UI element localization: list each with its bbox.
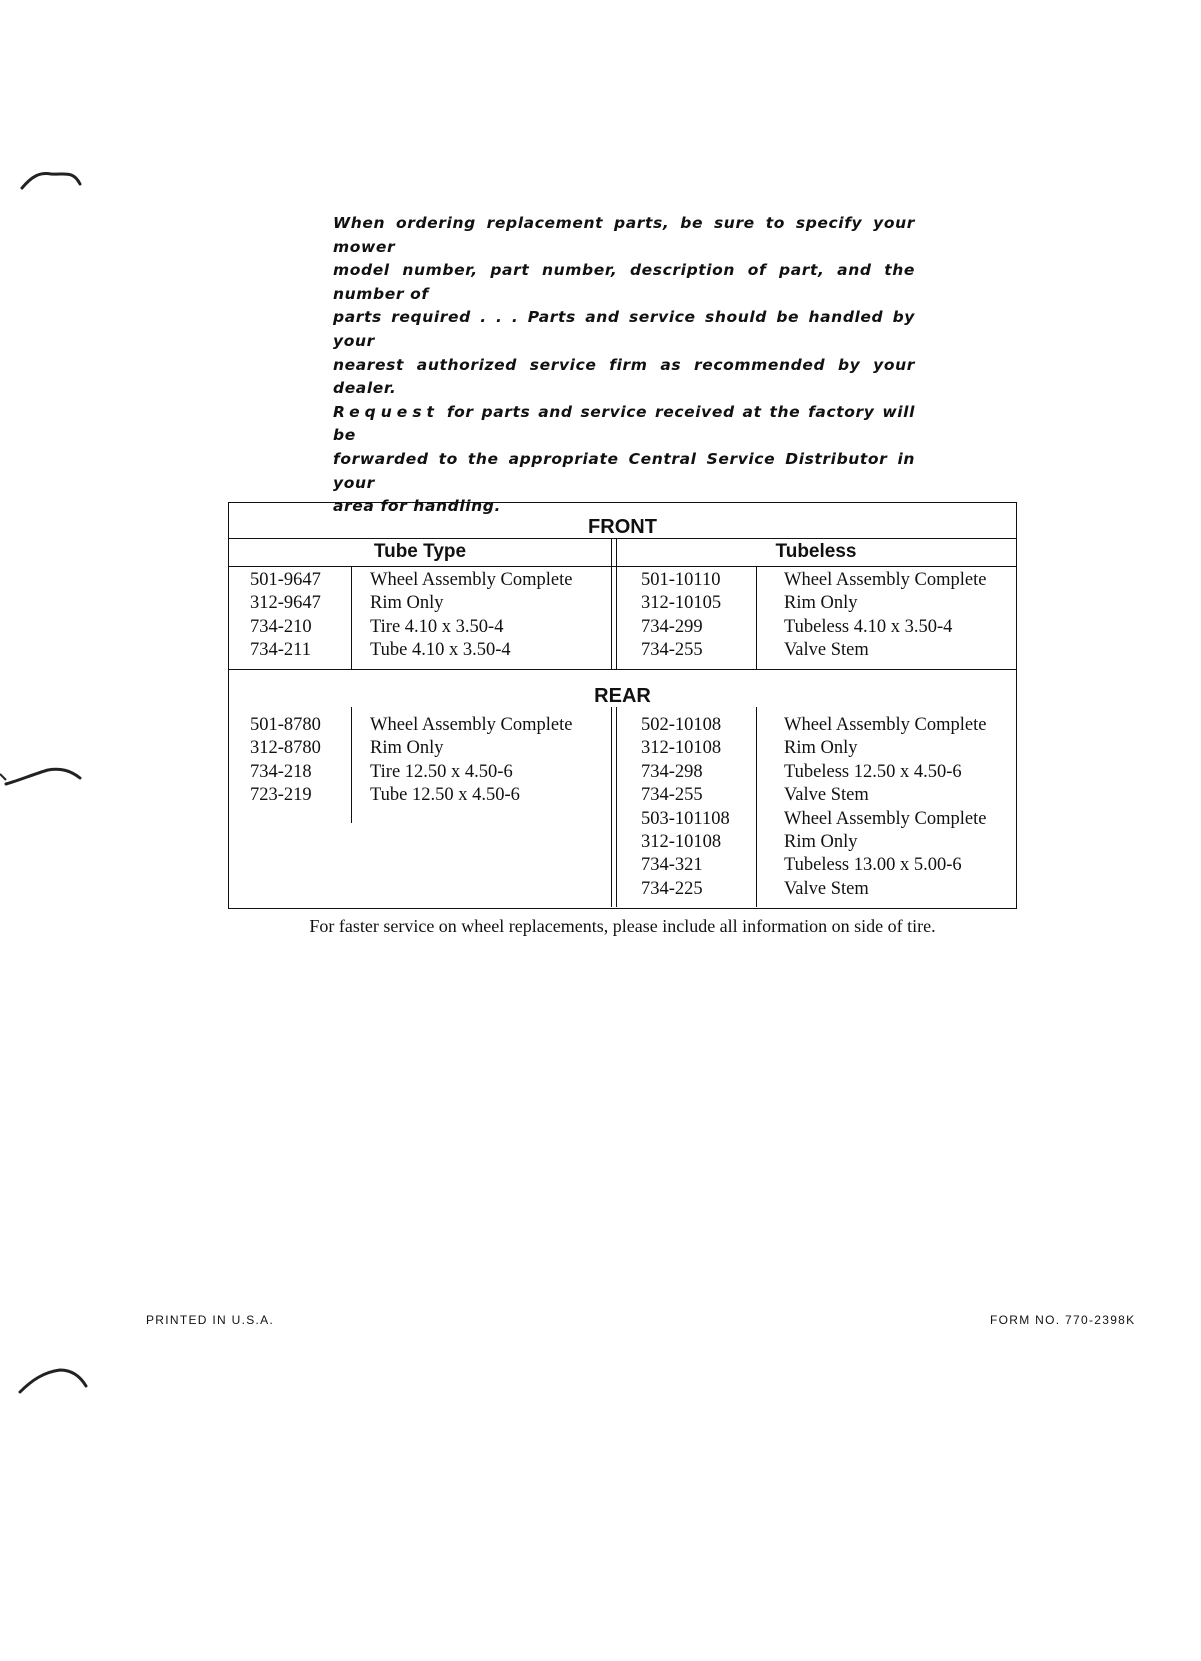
part-number: 734-210 xyxy=(250,616,312,637)
wheel-replacement-note: For faster service on wheel replacements, please include all information on side of tire. xyxy=(309,916,936,936)
table-rule-rear xyxy=(229,669,1016,670)
intro-line-6: forwarded to the appropriate Central Service Distributor in your xyxy=(333,449,915,492)
part-description: Tubeless 4.10 x 3.50-4 xyxy=(784,616,953,637)
part-number: 312-10108 xyxy=(641,738,722,759)
tube-type-header: Tube Type xyxy=(373,541,467,562)
intro-line-5-word: Request xyxy=(333,402,439,421)
table-rule-front-left xyxy=(351,566,352,669)
printed-in-usa: PRINTED IN U.S.A. xyxy=(146,1313,275,1327)
front-section-title: FRONT xyxy=(588,516,657,538)
part-description: Tube 4.10 x 3.50-4 xyxy=(370,640,511,661)
part-number: 723-219 xyxy=(250,785,312,806)
part-description: Tubeless 13.00 x 5.00-6 xyxy=(784,855,962,876)
intro-line-2: model number, part number, description of part, and the number of xyxy=(333,261,915,303)
rear-tube-descriptions xyxy=(370,714,572,808)
wheel-parts-table xyxy=(228,502,1017,909)
binder-hole-mark-middle xyxy=(0,760,90,800)
table-rule-rear-left xyxy=(351,707,352,823)
part-description: Wheel Assembly Complete xyxy=(370,715,573,735)
part-description: Tire 12.50 x 4.50-6 xyxy=(370,761,513,782)
table-divider-rear xyxy=(611,707,617,907)
part-description: Tube 12.50 x 4.50-6 xyxy=(370,785,520,806)
part-description: Valve Stem xyxy=(784,878,869,899)
part-number: 312-10108 xyxy=(641,831,722,852)
part-number: 734-218 xyxy=(250,761,312,782)
part-description: Valve Stem xyxy=(784,640,869,661)
table-rule-front-columns xyxy=(229,566,1016,567)
part-number: 734-299 xyxy=(641,616,703,637)
part-description: Rim Only xyxy=(784,738,858,759)
rear-tubeless-part-numbers xyxy=(641,714,730,901)
part-number: 502-10108 xyxy=(641,715,722,735)
part-number: 501-8780 xyxy=(250,715,321,735)
part-number: 734-298 xyxy=(641,761,703,782)
part-description: Valve Stem xyxy=(784,785,869,806)
part-number: 501-10110 xyxy=(641,570,721,590)
table-rule-rear-right xyxy=(756,707,757,907)
part-description: Wheel Assembly Complete xyxy=(370,570,573,590)
form-number: FORM NO. 770-2398K xyxy=(990,1313,1136,1327)
part-description: Rim Only xyxy=(784,831,858,852)
intro-line-1: When ordering replacement parts, be sure to specify your mower xyxy=(333,214,915,256)
part-number: 734-225 xyxy=(641,878,703,899)
front-tubeless-part-numbers xyxy=(641,569,721,663)
front-tubeless-descriptions xyxy=(784,569,986,663)
rear-section-title: REAR xyxy=(594,685,651,707)
rear-tube-part-numbers xyxy=(250,714,321,808)
part-description: Rim Only xyxy=(784,593,858,614)
front-tube-part-numbers xyxy=(250,569,321,663)
tubeless-header: Tubeless xyxy=(775,541,857,562)
part-description: Wheel Assembly Complete xyxy=(784,808,987,829)
part-description: Rim Only xyxy=(370,593,444,614)
intro-line-5-rest: for parts and service received at the factory will be xyxy=(333,402,915,445)
ordering-instructions xyxy=(333,212,915,519)
part-number: 734-255 xyxy=(641,640,703,661)
part-description: Tubeless 12.50 x 4.50-6 xyxy=(784,761,962,782)
front-tube-descriptions xyxy=(370,569,572,663)
table-rule-subheader xyxy=(229,538,1016,539)
intro-line-3: parts required . . . Parts and service should be handled by your xyxy=(333,308,915,350)
part-number: 312-10105 xyxy=(641,593,722,614)
part-number: 734-211 xyxy=(250,640,311,661)
part-description: Tire 4.10 x 3.50-4 xyxy=(370,616,504,637)
part-number: 503-101108 xyxy=(641,808,730,829)
table-rule-front-right xyxy=(756,566,757,669)
part-number: 734-255 xyxy=(641,785,703,806)
rear-tubeless-descriptions xyxy=(784,714,986,901)
part-description: Wheel Assembly Complete xyxy=(784,570,987,590)
part-number: 312-8780 xyxy=(250,738,321,759)
intro-line-4: nearest authorized service firm as recommended by your dealer. xyxy=(333,355,915,398)
part-description: Wheel Assembly Complete xyxy=(784,715,987,735)
part-number: 734-321 xyxy=(641,855,703,876)
part-number: 501-9647 xyxy=(250,570,321,590)
part-description: Rim Only xyxy=(370,738,444,759)
binder-hole-mark-top xyxy=(18,150,88,195)
intro-line-7: area for handling. xyxy=(333,497,501,516)
part-number: 312-9647 xyxy=(250,593,321,614)
binder-hole-mark-footer xyxy=(14,1362,94,1402)
